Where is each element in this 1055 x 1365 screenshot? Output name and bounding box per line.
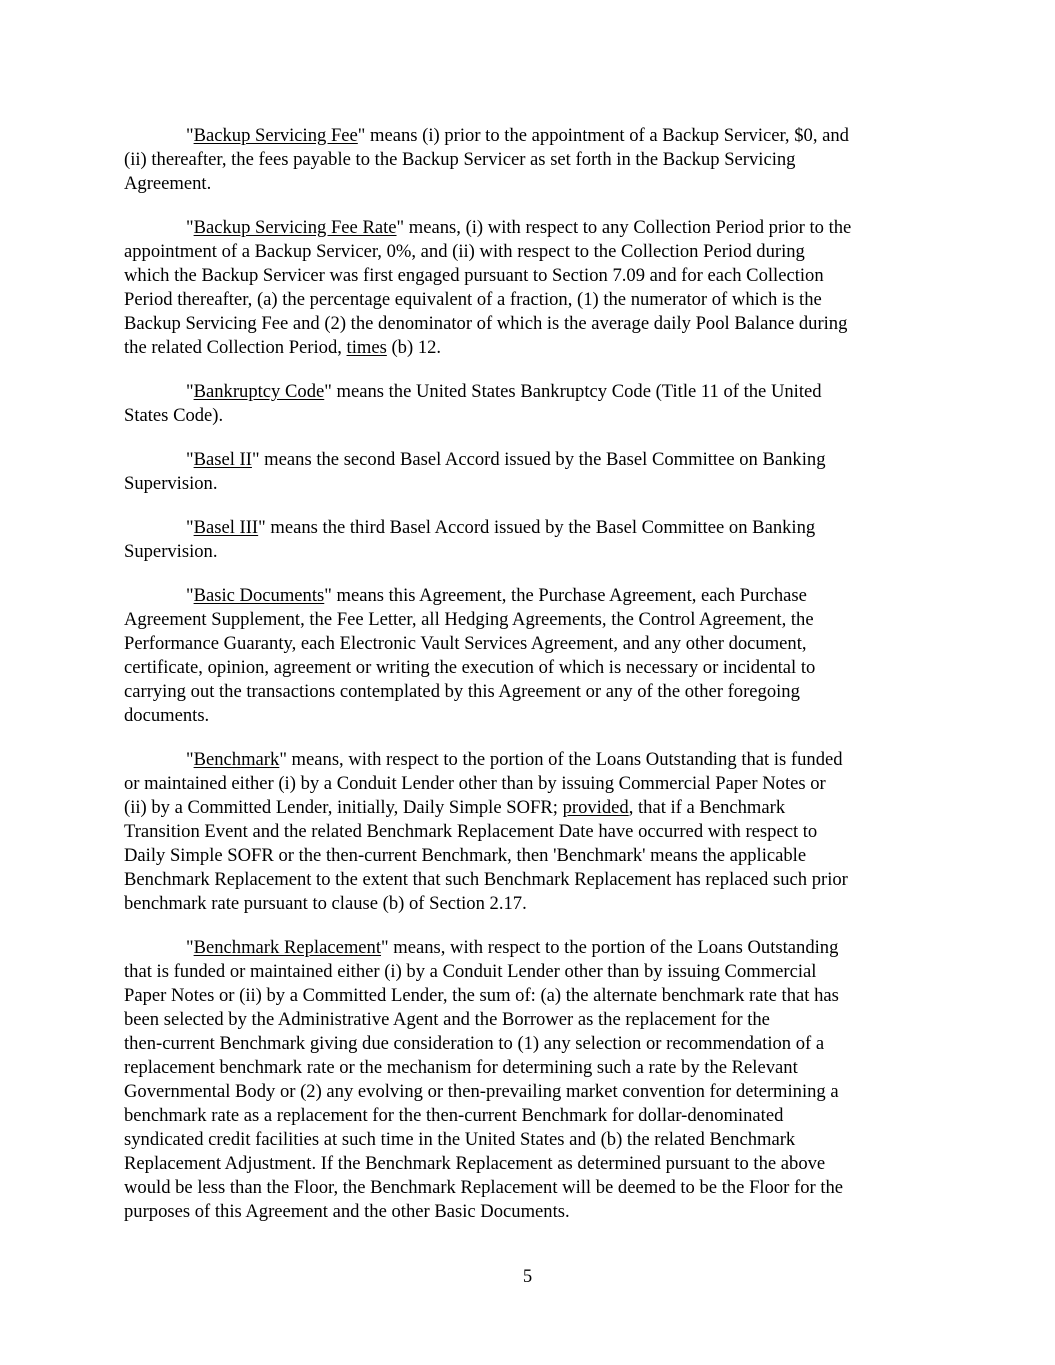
definition-text: " means the third Basel Accord issued by the Basel Committee on Banking Supervision. [124, 517, 816, 562]
underlined-word: times [346, 337, 387, 358]
definition-text: " means, (i) with respect to any Collection Period prior to the appointment of a Backup Servicer, 0%, and (ii) with respect to the Collection Period during which the Backup Servicer was first engaged pursuant to Section 7.09 and for each Collection Period thereafter, (a) the percentage equivalent of a fraction, (1) the numerator of which is the Backup Servicing Fee and (2) the denominator of which is the average daily Pool Balance during the related Collection Period, [124, 217, 852, 358]
open-quote: " [186, 749, 194, 770]
defined-term: Basel III [193, 517, 259, 538]
definition-bankruptcy-code [124, 380, 930, 428]
definition-text: " means, with respect to the portion of the Loans Outstanding that is funded or maintained either (i) by a Conduit Lender other than by issuing Commercial Paper Notes or (ii) by a Committed Lender, the sum of: (a) the alternate benchmark rate that has been selected by the Administrative Agent and the Borrower as the replacement for the then-current Benchmark giving due consideration to (1) any selection or recommendation of a replacement benchmark rate or the mechanism for determining such a rate by the Relevant Governmental Body or (2) any evolving or then-prevailing market convention for determining a benchmark rate as a replacement for the then-current Benchmark for dollar-denominated syndicated credit facilities at such time in the United States and (b) the related Benchmark Replacement Adjustment. If the Benchmark Replacement as determined pursuant to the above would be less than the Floor, the Benchmark Replacement will be deemed to be the Floor for the purposes of this Agreement and the other Basic Documents. [124, 937, 844, 1222]
definition-text: , that if a Benchmark Transition Event and the related Benchmark Replacement Date have occurred with respect to Daily Simple SOFR or the then-current Benchmark, then 'Benchmark' means the applicable Benchmark Replacement to the extent that such Benchmark Replacement has replaced such prior benchmark rate pursuant to clause (b) of Section 2.17. [124, 797, 848, 914]
open-quote: " [186, 217, 194, 238]
defined-term: Benchmark [193, 749, 280, 770]
defined-term: Basic Documents [193, 585, 325, 606]
open-quote: " [186, 449, 194, 470]
definition-backup-servicing-fee [124, 124, 930, 196]
document-page [124, 124, 930, 1244]
open-quote: " [186, 937, 194, 958]
open-quote: " [186, 125, 194, 146]
definition-backup-servicing-fee-rate [124, 216, 930, 360]
defined-term: Basel II [193, 449, 252, 470]
definition-text: " means the second Basel Accord issued by the Basel Committee on Banking Supervision. [124, 449, 826, 494]
defined-term: Benchmark Replacement [193, 937, 382, 958]
definition-basic-documents [124, 584, 930, 728]
open-quote: " [186, 585, 194, 606]
definition-basel-iii [124, 516, 930, 564]
defined-term: Backup Servicing Fee [193, 125, 358, 146]
defined-term: Backup Servicing Fee Rate [193, 217, 397, 238]
definition-text: " means, with respect to the portion of the Loans Outstanding that is funded or maintained either (i) by a Conduit Lender other than by issuing Commercial Paper Notes or (ii) by a Committed Lender, initially, Daily Simple SOFR; [124, 749, 843, 818]
definition-text: " means the United States Bankruptcy Code (Title 11 of the United States Code). [124, 381, 822, 426]
definition-text: (b) 12. [386, 337, 442, 358]
definition-text: " means this Agreement, the Purchase Agreement, each Purchase Agreement Supplement, the Fee Letter, all Hedging Agreements, the Control Agreement, the Performance Guaranty, each Electronic Vault Services Agreement, and any other document, certificate, opinion, agreement or writing the execution of which is necessary or incidental to carrying out the transactions contemplated by this Agreement or any of the other foregoing documents. [124, 585, 816, 726]
page-number: 5 [522, 1266, 533, 1287]
open-quote: " [186, 381, 194, 402]
definition-benchmark [124, 748, 930, 916]
open-quote: " [186, 517, 194, 538]
definition-benchmark-replacement [124, 936, 930, 1224]
defined-term: Bankruptcy Code [193, 381, 325, 402]
definition-text: " means (i) prior to the appointment of a Backup Servicer, $0, and (ii) thereafter, the fees payable to the Backup Servicer as set forth in the Backup Servicing Agreement. [124, 125, 849, 194]
underlined-word: provided [562, 797, 629, 818]
definition-basel-ii [124, 448, 930, 496]
